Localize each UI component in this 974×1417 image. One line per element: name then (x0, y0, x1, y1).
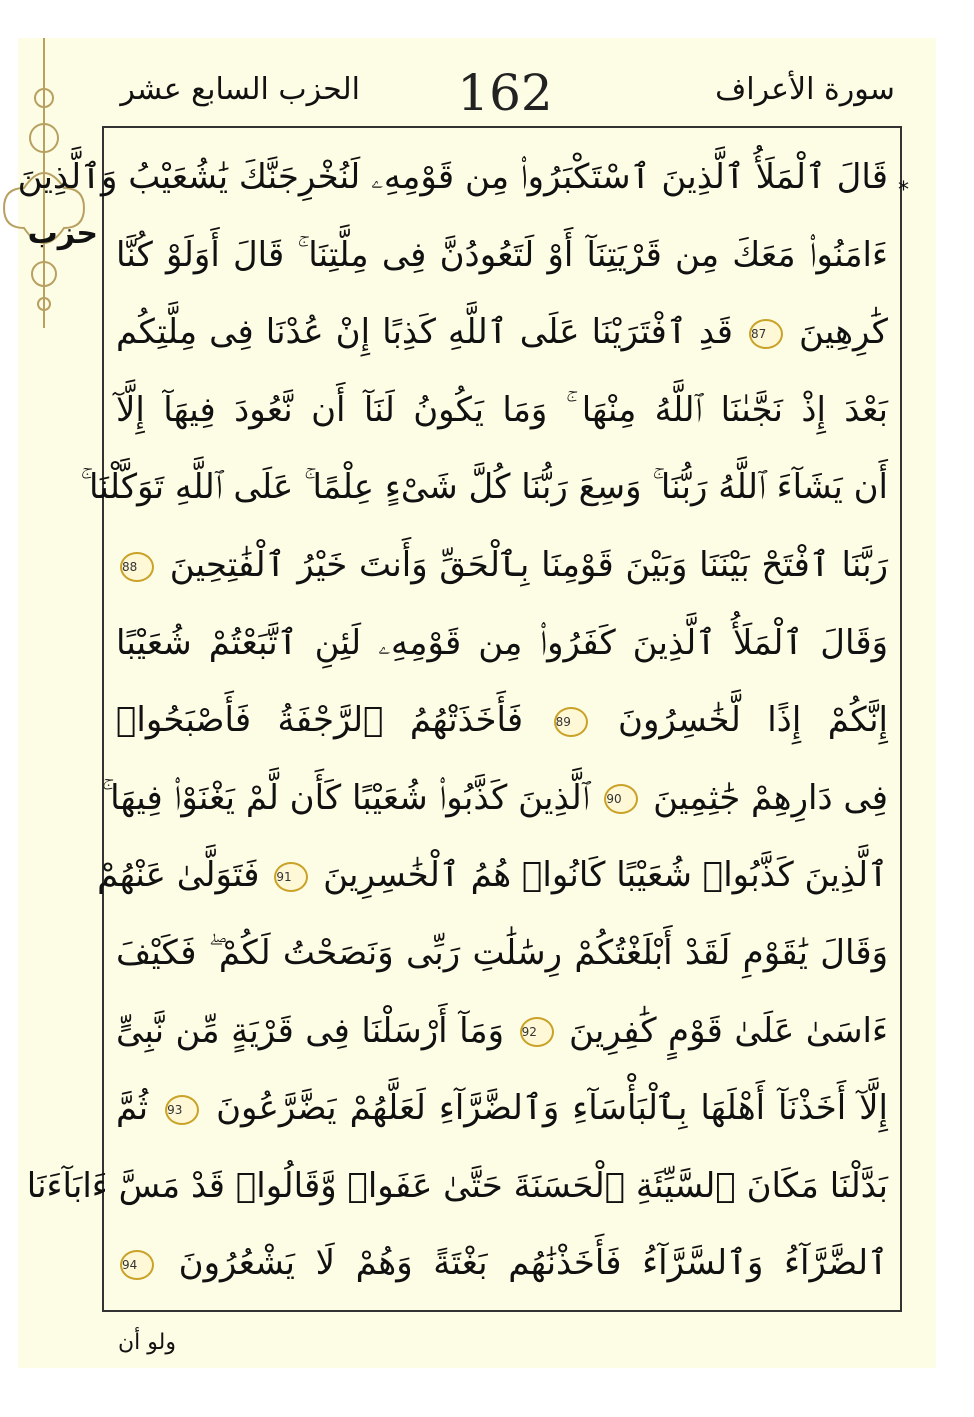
verse-text: ءَامَنُوا۟ مَعَكَ مِن قَرْيَتِنَآ أَوْ لَتَعُودُنَّ فِى مِلَّتِنَا ۚ قَالَ أَوَلَوْ كُنَّا (116, 234, 888, 275)
ayah-number-marker: 92 (520, 1017, 554, 1047)
text-line (116, 614, 888, 672)
verse-text: رَبَّنَا ٱفْتَحْ بَيْنَنَا وَبَيْنَ قَوْمِنَا بِٱلْحَقِّ وَأَنتَ خَيْرُ ٱلْفَٰتِحِينَ (169, 545, 889, 585)
ayah-number-marker: 91 (274, 862, 308, 892)
text-line (116, 1234, 888, 1292)
ayah-number-marker: 88 (120, 552, 154, 582)
page-number: 162 (457, 64, 553, 122)
verse-text: إِلَّآ أَخَذْنَآ أَهْلَهَا بِٱلْبَأْسَآءِ وَٱلضَّرَّآءِ لَعَلَّهُمْ يَضَّرَّعُونَ (216, 1088, 888, 1129)
text-line (101, 769, 888, 827)
verse-text: ٱلضَّرَّآءُ وَٱلسَّرَّآءُ فَأَخَذْنَٰهُم بَغْتَةً وَهُمْ لَا يَشْعُرُونَ (178, 1243, 888, 1284)
text-line (116, 1079, 888, 1137)
ayah-number-marker: 89 (554, 707, 588, 737)
verse-text: ٱلَّذِينَ كَذَّبُوا۟ شُعَيْبًا كَأَن لَّمْ يَغْنَوْا۟ فِيهَا ۚ (101, 777, 590, 818)
verse-text: أَن يَشَآءَ ٱللَّهُ رَبُّنَا ۚ وَسِعَ رَبُّنَا كُلَّ شَىْءٍ عِلْمًا ۚ عَلَى ٱللَّهِ تَوَكَّلْنَا ۚ (80, 467, 888, 508)
catchword: ولو أن (118, 1330, 176, 1355)
verse-text: ٱلَّذِينَ كَذَّبُوا۟ شُعَيْبًا كَانُوا۟ هُمُ ٱلْخَٰسِرِينَ (323, 855, 888, 896)
verse-text: إِنَّكُمْ إِذًا لَّخَٰسِرُونَ (618, 700, 889, 741)
ayah-number-marker: 87 (749, 319, 783, 349)
ayah-number-marker: 90 (604, 784, 638, 814)
surah-title: سورة الأعراف (715, 72, 895, 107)
text-line (97, 846, 888, 904)
text-line (116, 691, 888, 749)
sajda-marker: * (898, 178, 909, 203)
verse-text: بَدَّلْنَا مَكَانَ ٱلسَّيِّئَةِ ٱلْحَسَنَةَ حَتَّىٰ عَفَوا۟ وَّقَالُوا۟ قَدْ مَسَّ ءَابَآءَنَا (26, 1165, 888, 1206)
text-line (116, 924, 888, 982)
verse-text: ثُمَّ (116, 1088, 149, 1129)
text-line (116, 226, 888, 284)
text-line (116, 1002, 888, 1060)
ayah-number-marker: 94 (120, 1250, 154, 1280)
text-line (116, 381, 888, 439)
verse-text: قَالَ ٱلْمَلَأُ ٱلَّذِينَ ٱسْتَكْبَرُوا۟ مِن قَوْمِهِۦ لَنُخْرِجَنَّكَ يَٰشُعَيْبُ وَٱلَّذِينَ (17, 157, 888, 197)
text-line (116, 536, 888, 594)
verse-text: فَأَخَذَتْهُمُ ٱلرَّجْفَةُ فَأَصْبَحُوا۟ (116, 700, 524, 741)
hizb-title: الحزب السابع عشر (120, 72, 360, 107)
text-line (26, 1157, 888, 1215)
text-line (17, 148, 888, 206)
text-line (116, 303, 888, 361)
verse-text: ءَاسَىٰ عَلَىٰ قَوْمٍ كَٰفِرِينَ (569, 1010, 888, 1051)
verse-text: وَمَآ أَرْسَلْنَا فِى قَرْيَةٍ مِّن نَّبِىٍّ (116, 1010, 505, 1051)
verse-text: وَقَالَ ٱلْمَلَأُ ٱلَّذِينَ كَفَرُوا۟ مِن قَوْمِهِۦ لَئِنِ ٱتَّبَعْتُمْ شُعَيْبًا (116, 622, 888, 663)
verse-text: كَٰرِهِينَ (798, 312, 888, 353)
ayah-number-marker: 93 (165, 1095, 199, 1125)
verse-text: فِى دَارِهِمْ جَٰثِمِينَ (653, 777, 888, 818)
verse-text: قَدِ ٱفْتَرَيْنَا عَلَى ٱللَّهِ كَذِبًا إِنْ عُدْنَا فِى مِلَّتِكُم (116, 312, 733, 353)
hizb-label: حزب (27, 216, 98, 251)
text-line (80, 458, 888, 516)
verse-text: فَتَوَلَّىٰ عَنْهُمْ (97, 855, 260, 896)
verse-text: بَعْدَ إِذْ نَجَّىٰنَا ٱللَّهُ مِنْهَا ۚ وَمَا يَكُونُ لَنَآ أَن نَّعُودَ فِيهَآ إِلَّآ (116, 389, 888, 430)
verse-text: وَقَالَ يَٰقَوْمِ لَقَدْ أَبْلَغْتُكُمْ رِسَٰلَٰتِ رَبِّى وَنَصَحْتُ لَكُمْ ۖ فَكَيْفَ (116, 933, 888, 973)
